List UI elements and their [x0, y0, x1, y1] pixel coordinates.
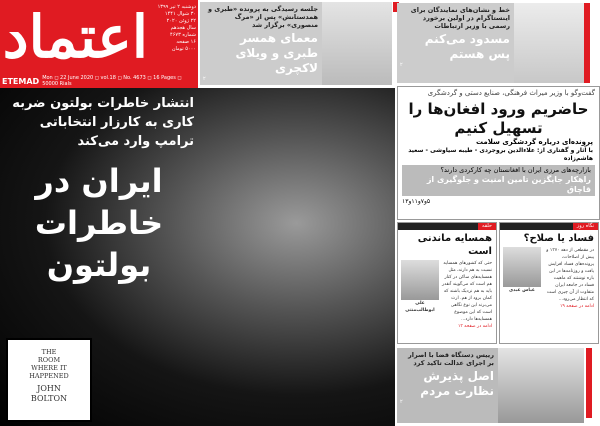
author-figure — [503, 247, 541, 294]
column-headline: همسایه ماندنی است — [417, 233, 492, 257]
story-photo — [322, 2, 392, 85]
page-numbers: ۵و۷و۱۱و۱۳ — [402, 198, 431, 205]
book-title: WHERE IT — [31, 364, 67, 372]
page-number: ۲ — [203, 76, 206, 82]
subhead: پرونده‌ای درباره گردشگری سلامت — [476, 138, 593, 146]
column-body: حتی که کشورهای همسایه نسبت به هم دارند، مثل همسایه‌های ساکن در کنار هم است که می‌گویند آنقدر باید به هم نزدیک باشند که کمان برود از هم. ارث می‌برند این نوع نگاهی است که این موضوع همسایه‌ها دارد... — [442, 261, 492, 322]
kicker: خط و نشان‌های نمایندگان برای اینستاگرام در اولین برخورد رسمی با وزیر ارتباطات — [410, 6, 510, 30]
gray-teaser — [402, 165, 595, 196]
red-accent — [584, 3, 590, 83]
date-line: شماره ۴۶۷۳ — [170, 32, 196, 38]
author-photo — [401, 260, 439, 300]
headline: معمای همسر طبری و ویلای لاکچری — [235, 31, 318, 75]
column-header — [500, 223, 598, 230]
column-headline: فساد یا صلاح؟ — [523, 233, 594, 244]
page-number: ۲ — [400, 62, 403, 68]
minister-photo — [514, 3, 584, 83]
bottom-story[interactable] — [397, 348, 498, 423]
kicker: جلسه رسیدگی به پرونده «طبری و همدستانش» پس از «مرگ منصوری» برگزار شد — [207, 5, 318, 29]
teaser-headline: راهکار جایگزین تامین امنیت و جلوگیری از قاچاق — [426, 175, 591, 194]
date-line: ۱۶ صفحه — [176, 39, 196, 45]
top-story-1[interactable] — [200, 2, 322, 85]
masthead-bar — [0, 74, 198, 88]
book-title: THE — [41, 348, 57, 356]
newspaper-logo: اعتماد — [2, 3, 148, 71]
book-title: HAPPENED — [29, 372, 69, 380]
contributors: با آثار و گفتاری از: علاءالدین بروجردی - طیبه سیاوشی - سعید هاشم‌زاده — [408, 147, 593, 162]
continue-link[interactable]: ادامه در صفحه ۱۹ — [559, 304, 594, 309]
main-kicker: انتشار خاطرات بولتون ضربه کاری به کارزار انتخاباتی ترامپ وارد می‌کند — [12, 96, 194, 149]
dateline: Mon ◻ 22 June 2020 ◻ vol.18 ◻ No. 4673 ◻ 16 Pages ◻ 50000 Rials — [42, 75, 182, 87]
red-accent — [586, 348, 592, 418]
main-headline: ایران در خاطرات بولتون — [34, 162, 164, 284]
main-story[interactable] — [0, 88, 395, 426]
book-author: BOLTON — [30, 394, 68, 403]
book-title: ROOM — [37, 356, 61, 364]
date-line: ۲۲ ژوئن ۲۰۲۰ — [166, 18, 196, 24]
section-label: حلقه — [478, 223, 496, 230]
section-label: نگاه روز — [573, 223, 598, 230]
masthead-dates — [150, 4, 196, 53]
page-number: ۲ — [400, 399, 403, 405]
name-latin: ETEMAD — [2, 76, 40, 86]
author-photo — [503, 247, 541, 287]
continue-link[interactable]: ادامه در صفحه ۱۳ — [457, 324, 492, 329]
date-line: ۵۰۰۰ تومان — [171, 46, 196, 52]
author-name: علی ابوطالب‌منتی — [405, 301, 435, 313]
column-header — [398, 223, 496, 230]
kicker: گفت‌وگو با وزیر میراث فرهنگی، صنایع دستی و گردشگری — [427, 89, 595, 97]
date-line: ۳۰ شوال ۱۴۴۱ — [164, 11, 196, 17]
date-line: سال هجدهم — [170, 25, 196, 31]
author-name: عباس عبدی — [508, 288, 535, 293]
right-story[interactable] — [397, 86, 600, 220]
teaser-question: بازارچه‌های مرزی ایران با افغانستان چه کارکردی دارند؟ — [440, 166, 591, 174]
column-left[interactable] — [397, 222, 497, 344]
kicker: رییس دستگاه قضا با اصرار بر اجرای عدالت تاکید کرد — [407, 351, 494, 367]
masthead — [0, 0, 198, 88]
column-body: در مقطعی از دهه ۱۳۷۰ و پیش از اصلاحات، پرونده‌های فساد افزایش یافت و روزنامه‌ها در این باره نوشتند که ماهیت فساد در جامعه ایران متفاوت از آن چیزی است که انتظار می‌رود... — [546, 248, 594, 302]
book-author: JOHN — [37, 384, 61, 393]
author-figure — [401, 260, 439, 314]
headline: حاضریم ورود افغان‌ها را تسهیل کنیم — [408, 100, 589, 137]
headline: مسدود می‌کنم پس هستم — [424, 32, 510, 61]
top-story-2[interactable] — [397, 3, 514, 83]
date-line: دوشنبه ۲ تیر ۱۳۹۹ — [157, 4, 196, 10]
headline: اصل پذیرش نظارت مردم — [420, 369, 494, 398]
book-cover — [6, 338, 92, 422]
cleric-photo — [498, 348, 584, 423]
column-right[interactable] — [499, 222, 599, 344]
